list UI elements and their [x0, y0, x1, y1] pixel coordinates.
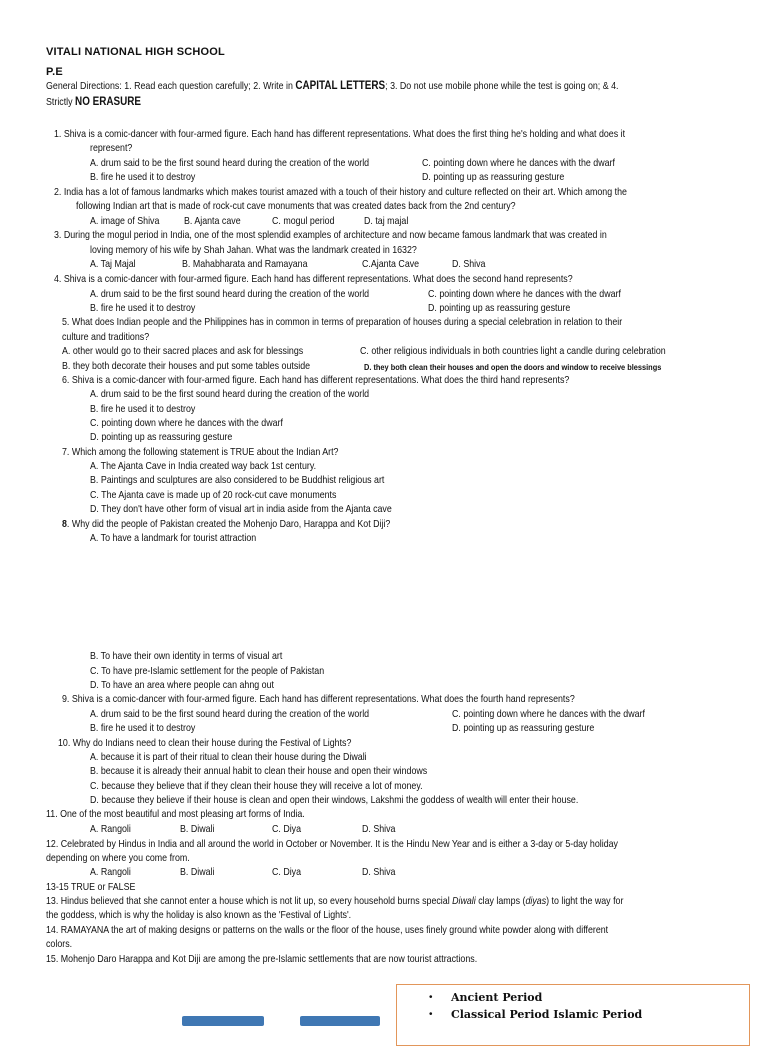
q5-option-a: A. other would go to their sacred places and ask for blessings [62, 346, 304, 357]
q1-option-a: A. drum said to be the first sound heard during the creation of the world [90, 158, 370, 169]
question-3: 3. During the mogul period in India, one of the most splendid examples of architecture and now became famous landmark that was created in [54, 230, 607, 241]
question-4: 4. Shiva is a comic-dancer with four-armed figure. Each hand has different representations. What does the second hand represents? [54, 274, 573, 285]
q4-option-c: C. pointing down where he dances with the dwarf [428, 289, 621, 300]
q1-option-c: C. pointing down where he dances with the dwarf [422, 158, 615, 169]
period-item-2: Classical Period Islamic Period [451, 1008, 643, 1021]
q3-option-c: C.Ajanta Cave [362, 259, 420, 270]
period-item-1: Ancient Period [451, 991, 543, 1004]
question-3-line-2: loving memory of his wife by Shah Jahan. What was the landmark created in 1632? [90, 245, 417, 256]
q9-option-b: B. fire he used it to destroy [90, 723, 196, 734]
question-8-number: 8 [62, 519, 67, 530]
q8-option-a: A. To have a landmark for tourist attraction [90, 533, 257, 544]
directions-strictly: Strictly [46, 97, 73, 108]
question-8 [62, 518, 390, 531]
q3-option-b: B. Mahabharata and Ramayana [182, 259, 308, 270]
q5-option-c: C. other religious individuals in both countries light a candle during celebration [360, 346, 666, 357]
true-false-heading: 13-15 TRUE or FALSE [46, 882, 136, 893]
directions-emphasis: CAPITAL LETTERS [295, 80, 386, 92]
q12-option-a: A. Rangoli [90, 867, 131, 878]
q13-diwali: Diwali [452, 896, 476, 907]
q13-text-2: clay lamps ( [475, 896, 526, 907]
subject-title: P.E [46, 66, 63, 78]
q9-option-a: A. drum said to be the first sound heard during the creation of the world [90, 709, 370, 720]
question-2: 2. India has a lot of famous landmarks which makes tourist amazed with a touch of their history and culture reflected on their art. Which among the [54, 187, 627, 198]
q2-option-d: D. taj majal [364, 216, 409, 227]
question-5-line-2: culture and traditions? [62, 332, 150, 343]
q8-option-d: D. To have an area where people can ahng out [90, 680, 274, 691]
q13-text-1: 13. Hindus believed that she cannot enter a house which is not lit up, so every household burns special [46, 896, 453, 907]
q5-option-b: B. they both decorate their houses and put some tables outside [62, 361, 311, 372]
q13-text-3: ) to light the way for [546, 896, 624, 907]
q12-option-b: B. Diwali [180, 867, 215, 878]
question-7: 7. Which among the following statement is TRUE about the Indian Art? [62, 447, 339, 458]
question-8-text: . Why did the people of Pakistan created the Mohenjo Daro, Harappa and Kot Diji? [66, 519, 391, 530]
q2-option-a: A. image of Shiva [90, 216, 160, 227]
q10-option-a: A. because it is part of their ritual to clean their house during the Diwali [90, 752, 367, 763]
q7-option-a: A. The Ajanta Cave in India created way back 1st century. [90, 461, 317, 472]
question-11: 11. One of the most beautiful and most pleasing art forms of India. [46, 809, 305, 820]
q3-option-d: D. Shiva [452, 259, 486, 270]
question-6: 6. Shiva is a comic-dancer with four-armed figure. Each hand has different representations. What does the third hand represents? [62, 375, 570, 386]
question-2-line-2: following Indian art that is made of rock-cut cave monuments that was created dates back from the 2nd century? [76, 201, 516, 212]
q4-option-d: D. pointing up as reassuring gesture [428, 303, 571, 314]
q11-option-c: C. Diya [272, 824, 302, 835]
q1-option-d: D. pointing up as reassuring gesture [422, 172, 565, 183]
question-13 [46, 895, 623, 908]
q6-option-a: A. drum said to be the first sound heard during the creation of the world [90, 389, 370, 400]
q10-option-d: D. because they believe if their house is clean and open their windows, Lakshmi the goddess of wealth will enter their house. [90, 795, 579, 806]
q2-option-c: C. mogul period [272, 216, 335, 227]
question-12-line-2: depending on where you come from. [46, 853, 190, 864]
question-14-line-2: colors. [46, 939, 73, 950]
school-name: VITALI NATIONAL HIGH SCHOOL [46, 46, 225, 58]
q9-option-d: D. pointing up as reassuring gesture [452, 723, 595, 734]
partial-blue-button-1[interactable] [182, 1016, 264, 1026]
directions-text: General Directions: 1. Read each question carefully; 2. Write in [46, 81, 293, 92]
question-14: 14. RAMAYANA the art of making designs or patterns on the walls or the floor of the house, uses finely ground white powder along with different [46, 925, 609, 936]
q11-option-b: B. Diwali [180, 824, 215, 835]
q8-option-c: C. To have pre-Islamic settlement for the people of Pakistan [90, 666, 325, 677]
q5-option-d: D. they both clean their houses and open the doors and window to receive blessings [364, 362, 662, 372]
question-1: 1. Shiva is a comic-dancer with four-armed figure. Each hand has different representations. What does the first thing he's holding and what does it [54, 129, 626, 140]
question-1-line-2: represent? [90, 143, 133, 154]
q7-option-d: D. They don't have other form of visual art in india aside from the Ajanta cave [90, 504, 392, 515]
q10-option-b: B. because it is already their annual habit to clean their house and open their windows [90, 766, 428, 777]
directions-text-2: ; 3. Do not use mobile phone while the test is going on; & 4. [385, 81, 619, 92]
q11-option-a: A. Rangoli [90, 824, 131, 835]
general-directions [46, 80, 618, 93]
partial-blue-button-2[interactable] [300, 1016, 380, 1026]
period-list-box [396, 984, 750, 1046]
q6-option-c: C. pointing down where he dances with the dwarf [90, 418, 283, 429]
q4-option-b: B. fire he used it to destroy [90, 303, 196, 314]
q4-option-a: A. drum said to be the first sound heard during the creation of the world [90, 289, 370, 300]
question-5: 5. What does Indian people and the Philippines has in common in terms of preparation of houses during a special celebration in relation to their [62, 317, 623, 328]
q6-option-d: D. pointing up as reassuring gesture [90, 432, 233, 443]
q2-option-b: B. Ajanta cave [184, 216, 241, 227]
question-13-line-2: the goddess, which is why the holiday is also known as the 'Festival of Lights'. [46, 910, 352, 921]
q8-option-b: B. To have their own identity in terms of visual art [90, 651, 283, 662]
q9-option-c: C. pointing down where he dances with the dwarf [452, 709, 645, 720]
question-9: 9. Shiva is a comic-dancer with four-armed figure. Each hand has different representations. What does the fourth hand represents? [62, 694, 575, 705]
q12-option-d: D. Shiva [362, 867, 396, 878]
question-10: 10. Why do Indians need to clean their house during the Festival of Lights? [58, 738, 352, 749]
bullet-icon: • [429, 1009, 433, 1020]
q11-option-d: D. Shiva [362, 824, 396, 835]
q3-option-a: A. Taj Majal [90, 259, 136, 270]
q1-option-b: B. fire he used it to destroy [90, 172, 196, 183]
q7-option-c: C. The Ajanta cave is made up of 20 rock-cut cave monuments [90, 490, 337, 501]
bullet-icon: • [429, 992, 433, 1003]
no-erasure: NO ERASURE [75, 96, 142, 108]
q10-option-c: C. because they believe that if they clean their house they will receive a lot of money. [90, 781, 423, 792]
q12-option-c: C. Diya [272, 867, 302, 878]
question-12: 12. Celebrated by Hindus in India and all around the world in October or November. It is the Hindu New Year and is either a 3-day or 5-day holiday [46, 839, 618, 850]
question-15: 15. Mohenjo Daro Harappa and Kot Diji are among the pre-Islamic settlements that are now tourist attractions. [46, 954, 478, 965]
directions-line-2 [46, 96, 141, 109]
q6-option-b: B. fire he used it to destroy [90, 404, 196, 415]
q7-option-b: B. Paintings and sculptures are also considered to be Buddhist religious art [90, 475, 385, 486]
q13-diyas: diyas [525, 896, 547, 907]
